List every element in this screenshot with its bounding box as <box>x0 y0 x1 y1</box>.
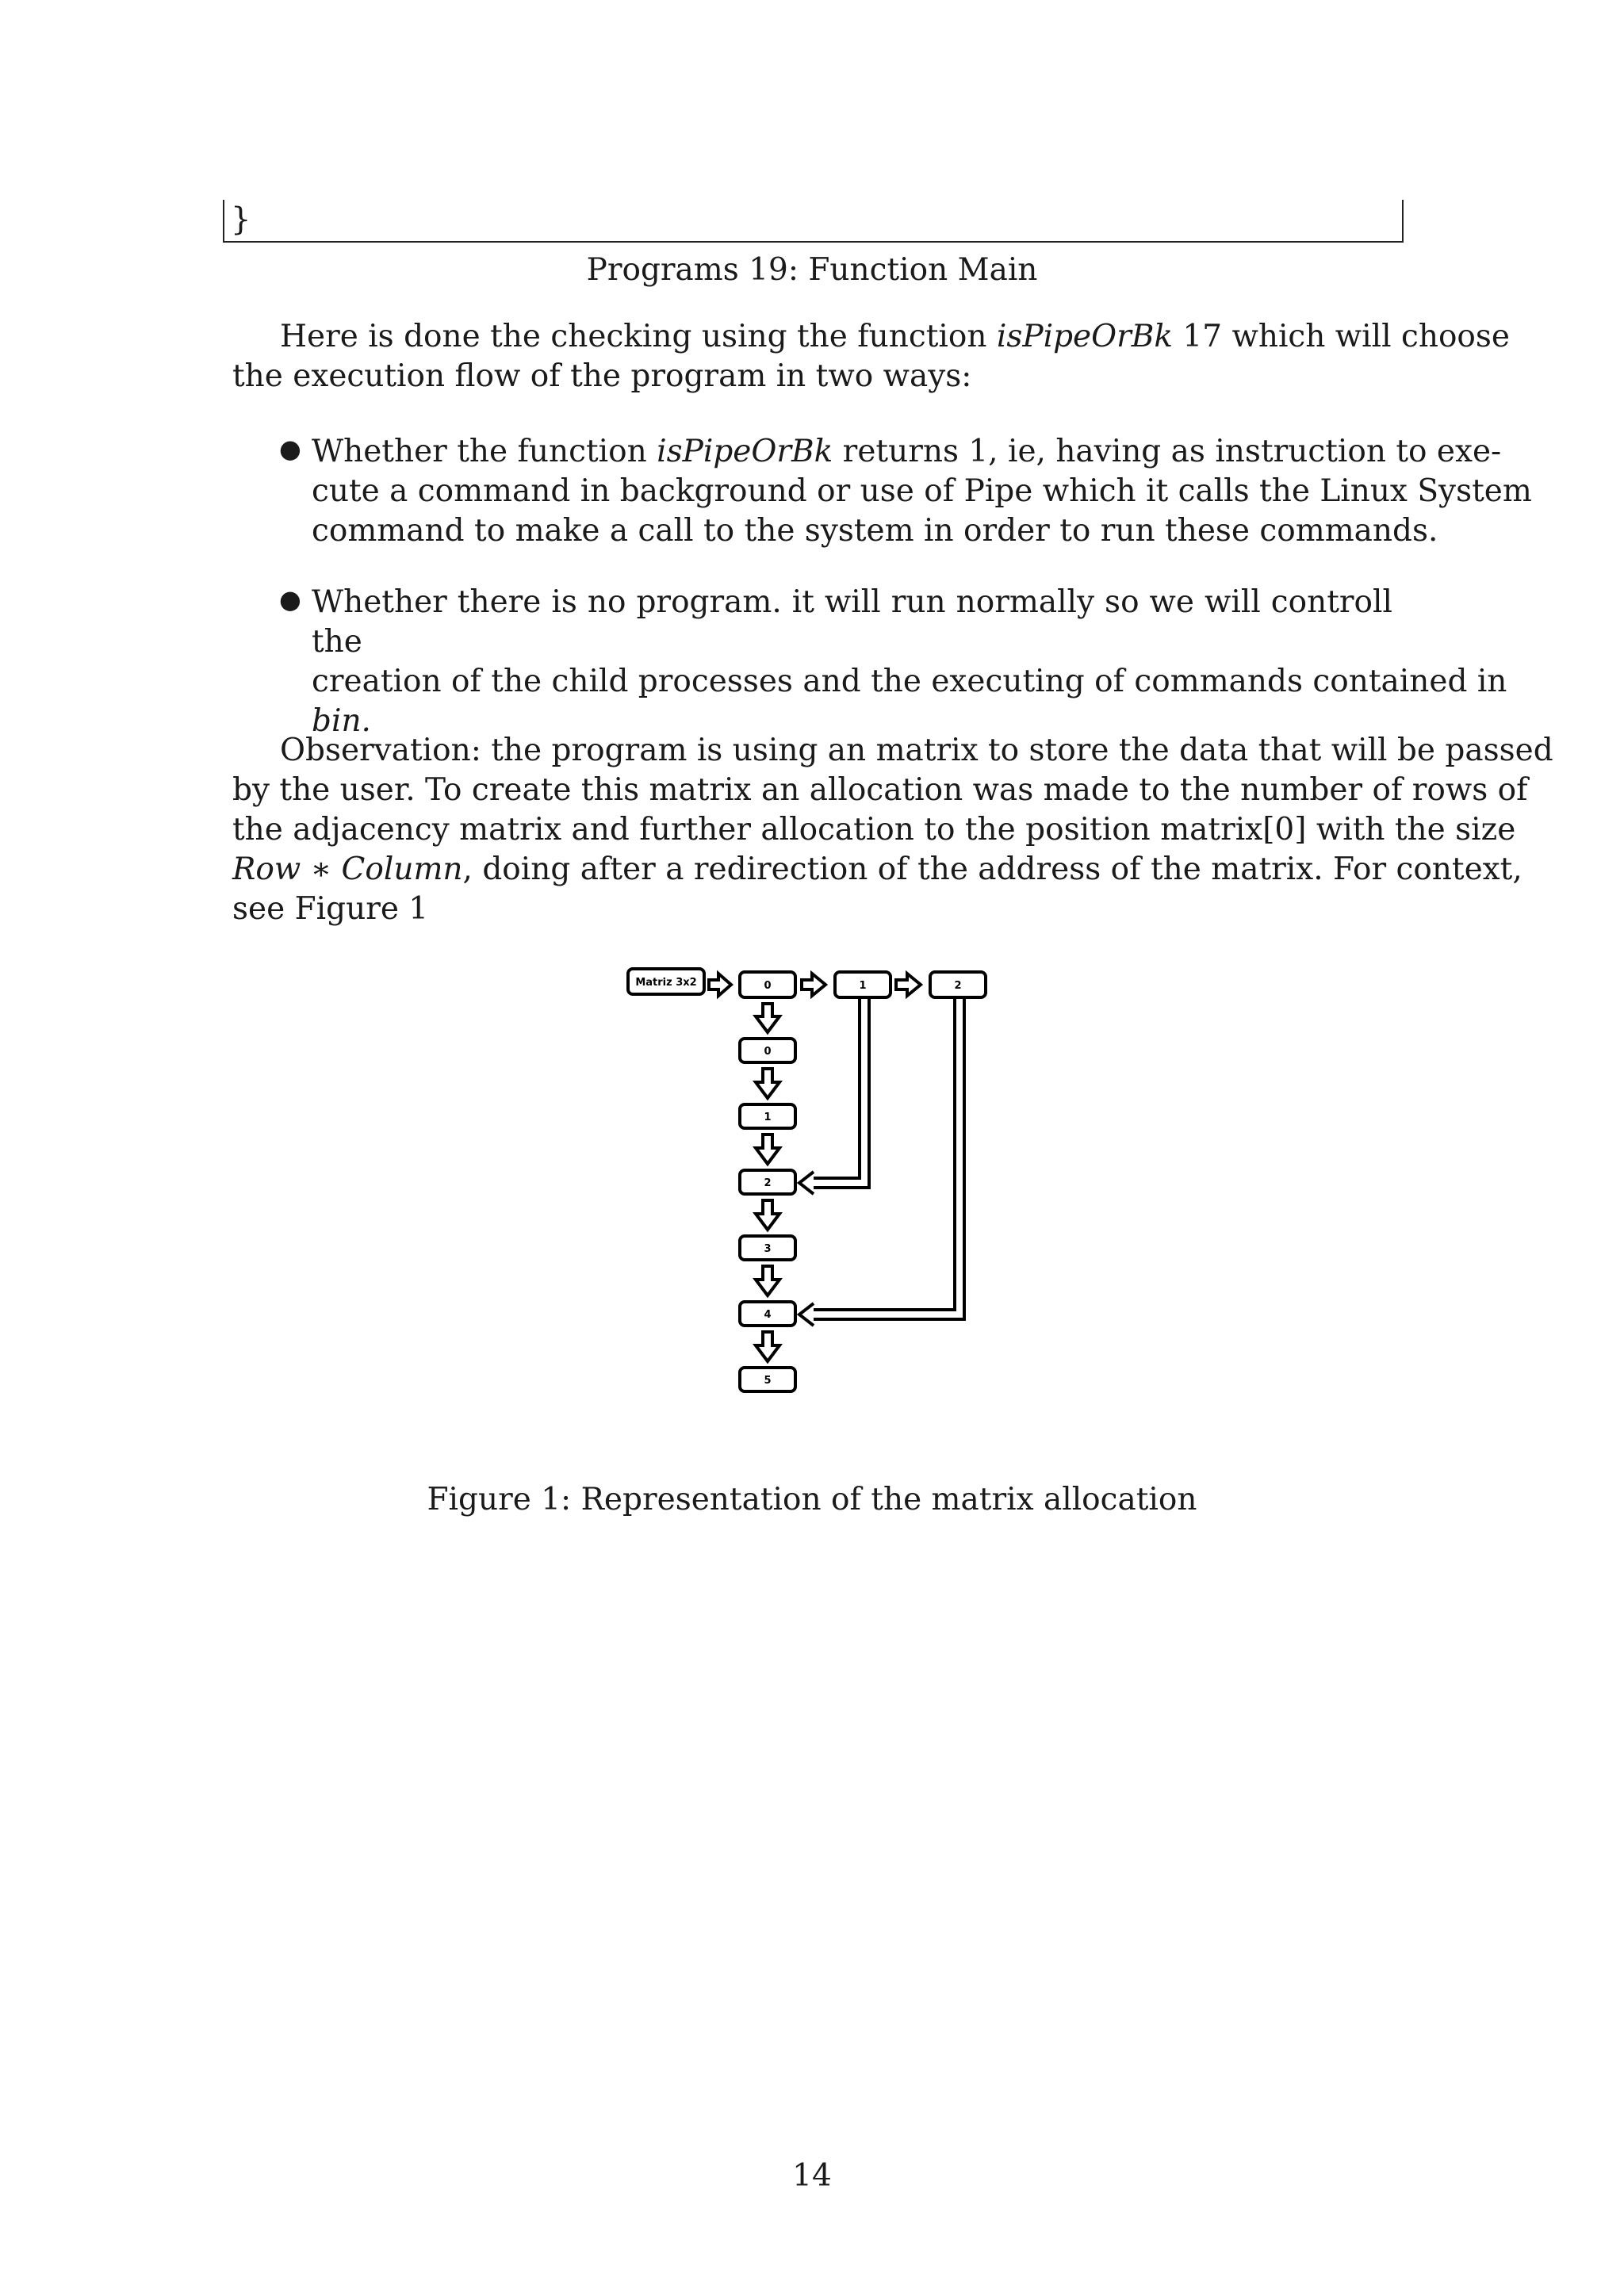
function-name: isPipeOrBk <box>996 319 1174 354</box>
right-arrow-icon <box>896 974 921 996</box>
top-node-label: 0 <box>764 980 772 992</box>
page-number: 14 <box>792 2158 832 2194</box>
code-listing-end <box>223 200 1404 243</box>
pointer-line-outer <box>812 999 955 1310</box>
column-node-label: 4 <box>764 1309 772 1321</box>
bullet-dot-icon: ● <box>279 584 301 614</box>
column-node-label: 1 <box>764 1112 772 1123</box>
observation-line-5: see Figure 1 <box>232 891 429 927</box>
left-arrowhead-icon <box>799 1303 814 1326</box>
bullet-1-line-3: command to make a call to the system in order to run these commands. <box>312 513 1438 549</box>
bullet-2-line-1: Whether there is no program. it will run normally so we will controll the <box>312 584 1392 660</box>
observation-line-1: Observation: the program is using an matrix to store the data that will be passed <box>280 733 1553 768</box>
observation-line-4: Row ∗ Column, doing after a redirection of the address of the matrix. For context, <box>232 851 1522 887</box>
down-arrow-icon <box>756 1200 779 1230</box>
bullet-2-line-3: bin. <box>312 703 371 739</box>
observation-paragraph <box>232 731 1553 929</box>
observation-line-2: by the user. To create this matrix an allocation was made to the number of rows of <box>232 772 1528 808</box>
column-node-label: 5 <box>764 1375 772 1387</box>
code-closing-brace: } <box>231 201 251 238</box>
pointer-line-inner <box>812 999 964 1319</box>
intro-paragraph <box>232 317 1510 396</box>
matrix-header-label: Matriz 3x2 <box>635 977 697 989</box>
down-arrow-icon <box>756 1266 779 1295</box>
figure-caption: Figure 1: Representation of the matrix allocation <box>427 1482 1197 1517</box>
intro-line-1: Here is done the checking using the function isPipeOrBk 17 which will choose <box>280 319 1510 354</box>
down-arrow-icon <box>756 1069 779 1098</box>
down-arrow-icon <box>756 1004 779 1032</box>
intro-line-2: the execution flow of the program in two ways: <box>232 358 972 394</box>
bullet-1-line-2: cute a command in background or use of Pipe which it calls the Linux System <box>312 473 1532 509</box>
program-caption: Programs 19: Function Main <box>586 252 1038 288</box>
right-arrow-icon <box>802 974 825 996</box>
function-name: isPipeOrBk <box>657 434 833 469</box>
column-node-label: 2 <box>764 1177 772 1189</box>
left-arrowhead-icon <box>799 1172 814 1194</box>
bullet-dot-icon: ● <box>279 434 301 464</box>
top-node-label: 2 <box>954 980 962 992</box>
bullet-1-line-1: Whether the function isPipeOrBk returns 1, ie, having as instruction to exe- <box>312 434 1502 469</box>
matrix-allocation-diagram <box>619 959 999 1407</box>
down-arrow-icon <box>756 1332 779 1361</box>
top-node-label: 1 <box>859 980 867 992</box>
pointer-line-outer <box>812 999 860 1178</box>
right-arrow-icon <box>709 974 731 996</box>
down-arrow-icon <box>756 1135 779 1164</box>
observation-line-3: the adjacency matrix and further allocation to the position matrix[0] with the size <box>232 812 1516 848</box>
bullet-2-line-2: creation of the child processes and the executing of commands contained in <box>312 664 1507 699</box>
column-node-label: 0 <box>764 1046 772 1058</box>
column-node-label: 3 <box>764 1243 772 1255</box>
